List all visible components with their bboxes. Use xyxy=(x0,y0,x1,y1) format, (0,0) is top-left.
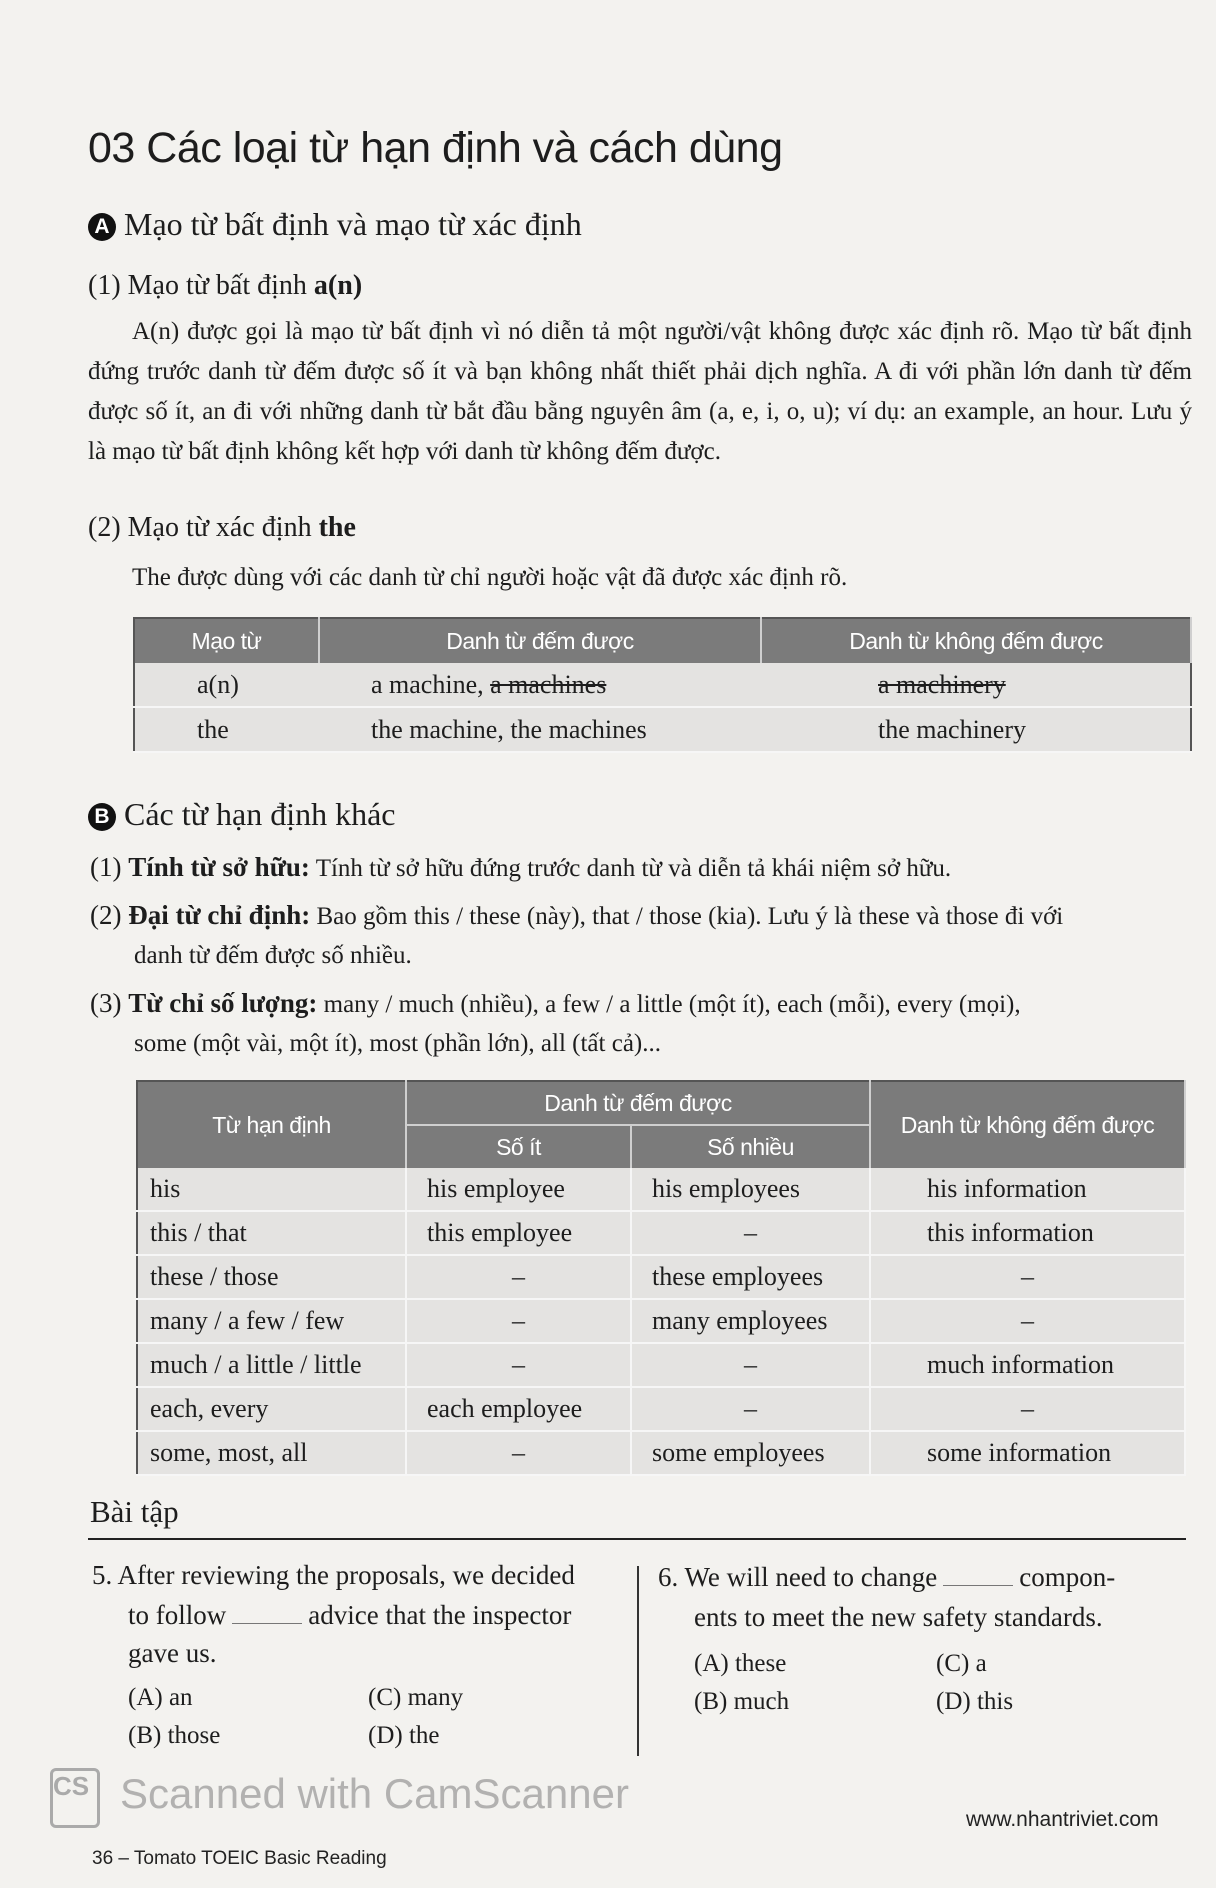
q-text: to follow xyxy=(128,1600,227,1630)
answer-blank xyxy=(232,1623,302,1624)
column-divider xyxy=(637,1566,639,1756)
item-text: Bao gồm this / these (này), that / those (kia). Lưu ý là these và those đi với xyxy=(310,903,1064,930)
item-text: many / much (nhiều), a few / a little (một ít), each (mỗi), every (mọi), xyxy=(317,991,1021,1018)
header-singular: Số ít xyxy=(406,1125,631,1168)
item-text-cont: danh từ đếm được số nhiều. xyxy=(134,942,412,969)
table-row xyxy=(137,1387,1185,1431)
item-term: Tính từ sở hữu: xyxy=(128,852,310,882)
cell: some information xyxy=(870,1431,1185,1475)
struck-text: a machinery xyxy=(878,669,1006,699)
sub1-term: a(n) xyxy=(313,270,363,301)
item-num: (2) xyxy=(90,900,122,930)
q-num: 5. xyxy=(92,1560,113,1590)
cell-text: a machine, xyxy=(371,669,491,699)
part-a-heading xyxy=(88,206,582,243)
determiner-table xyxy=(136,1080,1186,1476)
option-d[interactable]: (D) this xyxy=(936,1688,1014,1715)
cell: – xyxy=(406,1431,631,1475)
exercise-heading: Bài tập xyxy=(90,1494,179,1529)
header-countable: Danh từ đếm được xyxy=(406,1081,870,1125)
article-table xyxy=(133,617,1192,753)
cell: these / those xyxy=(137,1255,406,1299)
paragraph-indefinite: A(n) được gọi là mạo từ bất định vì nó diễn tả một người/vật không được xác định rõ. Mạo từ bất định đứng trước danh từ đếm được số ít và bạn không nhất thiết phải dịch nghĩa. A đi với phần lớn danh từ đếm được số ít, an đi với những danh từ bắt đầu bằng nguyên âm (a, e, i, o, u); ví dụ: an example, an hour. Lưu ý là mạo từ bất định không kết hợp với danh từ không đếm được. xyxy=(88,318,1192,465)
cell: each employee xyxy=(406,1387,631,1431)
item-term: Đại từ chỉ định: xyxy=(128,900,311,930)
table-row xyxy=(134,707,1191,752)
cell: much / a little / little xyxy=(137,1343,406,1387)
camscanner-logo-icon xyxy=(50,1768,100,1828)
part-b-title: Các từ hạn định khác xyxy=(124,796,396,832)
table-row xyxy=(137,1431,1185,1475)
q-text: ents to meet the new safety standards. xyxy=(694,1602,1103,1632)
header-uncountable: Danh từ không đếm được xyxy=(870,1081,1185,1168)
list-item xyxy=(90,852,951,883)
logo-text: CS xyxy=(53,1771,90,1801)
cell: his xyxy=(137,1168,406,1211)
q-text: gave us. xyxy=(128,1638,217,1668)
cell: – xyxy=(870,1299,1185,1343)
table-header xyxy=(134,618,1191,663)
option-c[interactable]: (C) a xyxy=(936,1650,987,1677)
cell: the machinery xyxy=(761,707,1191,752)
table-row xyxy=(137,1299,1185,1343)
q-num: 6. xyxy=(658,1562,679,1592)
section-title: 03 Các loại từ hạn định và cách dùng xyxy=(88,124,783,172)
table-row xyxy=(137,1343,1185,1387)
badge-b-icon: B xyxy=(88,803,116,831)
q-text: After reviewing the proposals, we decided xyxy=(117,1560,575,1590)
page-footer-url: www.nhantriviet.com xyxy=(966,1808,1159,1831)
part-a-title: Mạo từ bất định và mạo từ xác định xyxy=(124,206,582,242)
cell: – xyxy=(631,1387,870,1431)
item-term: Từ chỉ số lượng: xyxy=(128,988,318,1018)
cell: much information xyxy=(870,1343,1185,1387)
cell: this employee xyxy=(406,1211,631,1255)
cell xyxy=(761,663,1191,707)
struck-text: a machines xyxy=(490,669,607,699)
cell: – xyxy=(870,1387,1185,1431)
cell: some employees xyxy=(631,1431,870,1475)
sub2-term: the xyxy=(318,512,356,543)
cell: his information xyxy=(870,1168,1185,1211)
table-row xyxy=(137,1168,1185,1211)
definite-description: The được dùng với các danh từ chỉ người hoặc vật đã được xác định rõ. xyxy=(132,564,848,591)
subheading-indefinite xyxy=(88,270,362,302)
q-text: compon- xyxy=(1019,1562,1116,1592)
list-item xyxy=(90,900,1063,931)
header-plural: Số nhiều xyxy=(631,1125,870,1168)
cell: a(n) xyxy=(134,663,319,707)
table-header xyxy=(137,1081,1185,1125)
table-row xyxy=(137,1255,1185,1299)
cell: his employees xyxy=(631,1168,870,1211)
cell: – xyxy=(406,1255,631,1299)
table-row xyxy=(134,663,1191,707)
part-b-heading xyxy=(88,796,395,833)
cell: his employee xyxy=(406,1168,631,1211)
item-text: Tính từ sở hữu đứng trước danh từ và diễn tả khái niệm sở hữu. xyxy=(309,855,952,882)
option-d[interactable]: (D) the xyxy=(368,1722,440,1749)
header-uncountable: Danh từ không đếm được xyxy=(761,618,1191,663)
q-text: We will need to change xyxy=(684,1562,938,1592)
cell: – xyxy=(406,1299,631,1343)
divider xyxy=(88,1538,1186,1540)
cell: each, every xyxy=(137,1387,406,1431)
item-num: (3) xyxy=(90,988,122,1018)
header-article: Mạo từ xyxy=(134,618,319,663)
cell: – xyxy=(406,1343,631,1387)
cell: the machine, the machines xyxy=(319,707,761,752)
cell: some, most, all xyxy=(137,1431,406,1475)
item-text-cont: some (một vài, một ít), most (phần lớn), all (tất cả)... xyxy=(134,1030,661,1057)
cell: these employees xyxy=(631,1255,870,1299)
cell xyxy=(319,663,761,707)
q-text: advice that the inspector xyxy=(308,1600,572,1630)
page-footer-left: 36 – Tomato TOEIC Basic Reading xyxy=(92,1848,387,1869)
subheading-definite xyxy=(88,512,356,544)
cell: the xyxy=(134,707,319,752)
header-determiner: Từ hạn định xyxy=(137,1081,406,1168)
list-item xyxy=(90,988,1021,1019)
option-c[interactable]: (C) many xyxy=(368,1684,464,1711)
badge-a-icon: A xyxy=(88,213,116,241)
table-row xyxy=(137,1211,1185,1255)
item-num: (1) xyxy=(90,852,122,882)
option-a[interactable]: (A) an xyxy=(128,1684,193,1711)
sub1-label: (1) Mạo từ bất định xyxy=(88,270,314,301)
option-a[interactable]: (A) these xyxy=(694,1650,787,1677)
cell: – xyxy=(631,1343,870,1387)
sub2-label: (2) Mạo từ xác định xyxy=(88,512,319,543)
cell: many employees xyxy=(631,1299,870,1343)
answer-blank xyxy=(943,1585,1013,1586)
cell: this / that xyxy=(137,1211,406,1255)
cell: this information xyxy=(870,1211,1185,1255)
watermark: Scanned with CamScanner xyxy=(120,1770,629,1817)
cell: – xyxy=(870,1255,1185,1299)
option-b[interactable]: (B) much xyxy=(694,1688,790,1715)
option-b[interactable]: (B) those xyxy=(128,1722,221,1749)
cell: – xyxy=(631,1211,870,1255)
header-countable: Danh từ đếm được xyxy=(319,618,761,663)
cell: many / a few / few xyxy=(137,1299,406,1343)
